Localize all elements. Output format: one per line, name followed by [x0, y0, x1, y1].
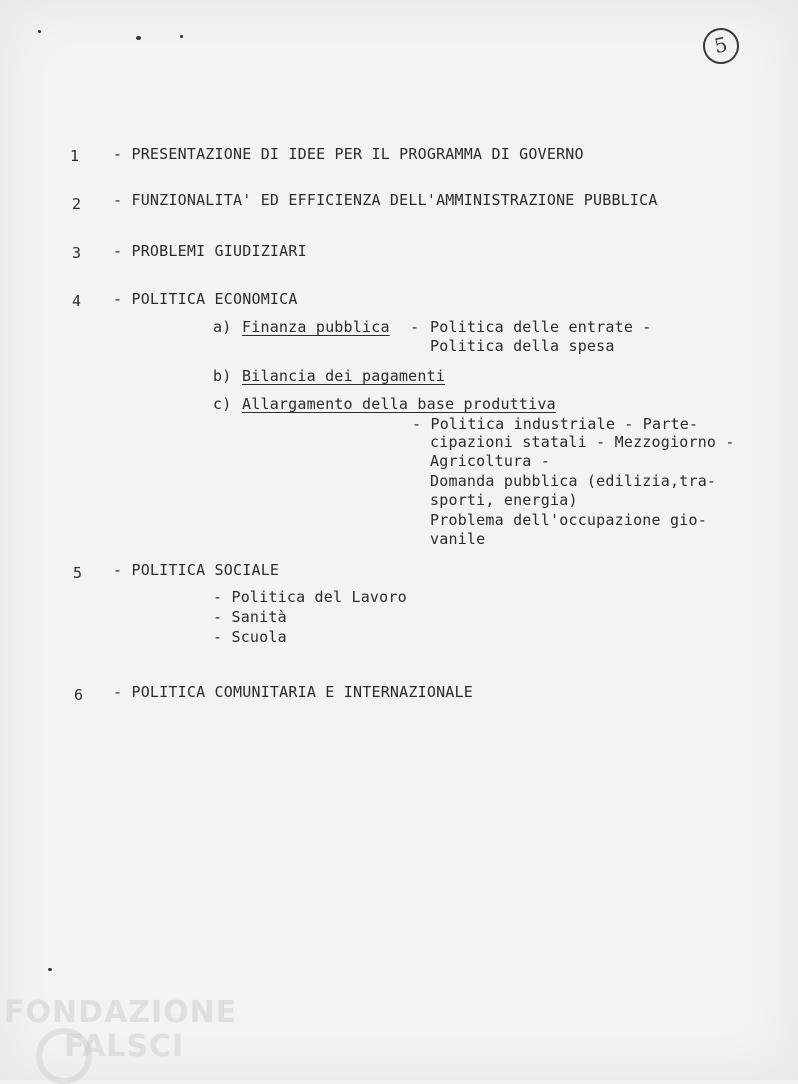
subitem-text: Politica delle entrate - [430, 318, 652, 336]
item-number: 3 [72, 244, 82, 262]
item-text: - PRESENTAZIONE DI IDEE PER IL PROGRAMMA DI GOVERNO [113, 145, 584, 163]
subitem-label: c) [213, 395, 232, 413]
subitem-text: - Scuola [213, 628, 287, 646]
item-number: 5 [73, 564, 83, 582]
subitem-text: Politica della spesa [430, 337, 615, 355]
subitem-text: sporti, energia) [430, 491, 578, 509]
ink-speck [180, 35, 183, 38]
item-text: - POLITICA COMUNITARIA E INTERNAZIONALE [113, 683, 473, 701]
subitem-title: Bilancia dei pagamenti [242, 367, 446, 385]
ink-speck [48, 968, 52, 971]
subitem-text: - Sanità [213, 608, 287, 626]
page-number-stamp: 5 [700, 25, 743, 68]
subitem-text: - Politica del Lavoro [213, 588, 407, 606]
item-number: 4 [72, 292, 82, 310]
subitem-text: Problema dell'occupazione gio- [430, 511, 707, 529]
watermark [4, 996, 237, 1064]
item-number: 6 [74, 686, 84, 704]
ink-speck [136, 36, 141, 40]
subitem-text: cipazioni statali - Mezzogiorno - [430, 433, 735, 451]
item-text: - FUNZIONALITA' ED EFFICIENZA DELL'AMMINISTRAZIONE PUBBLICA [113, 191, 658, 209]
subitem-label: a) [213, 318, 232, 336]
subitem-separator: - [410, 318, 420, 336]
subitem-text: - Politica industriale - Parte- [412, 415, 699, 433]
subitem-text: vanile [430, 530, 486, 548]
item-text: - POLITICA ECONOMICA [113, 290, 298, 308]
watermark-line: FONDAZIONE [4, 995, 238, 1030]
item-number: 2 [72, 195, 82, 213]
item-text: - POLITICA SOCIALE [113, 561, 280, 579]
ink-speck [38, 30, 41, 33]
subitem-text: Domanda pubblica (edilizia,tra- [430, 472, 717, 490]
subitem-text: Agricoltura - [430, 452, 550, 470]
subitem-label: b) [213, 367, 232, 385]
watermark-line: FALSCI [64, 1029, 185, 1064]
subitem-title: Finanza pubblica [242, 318, 390, 336]
subitem-title: Allargamento della base produttiva [242, 395, 556, 413]
item-number: 1 [70, 147, 80, 165]
item-text: - PROBLEMI GIUDIZIARI [113, 242, 307, 260]
